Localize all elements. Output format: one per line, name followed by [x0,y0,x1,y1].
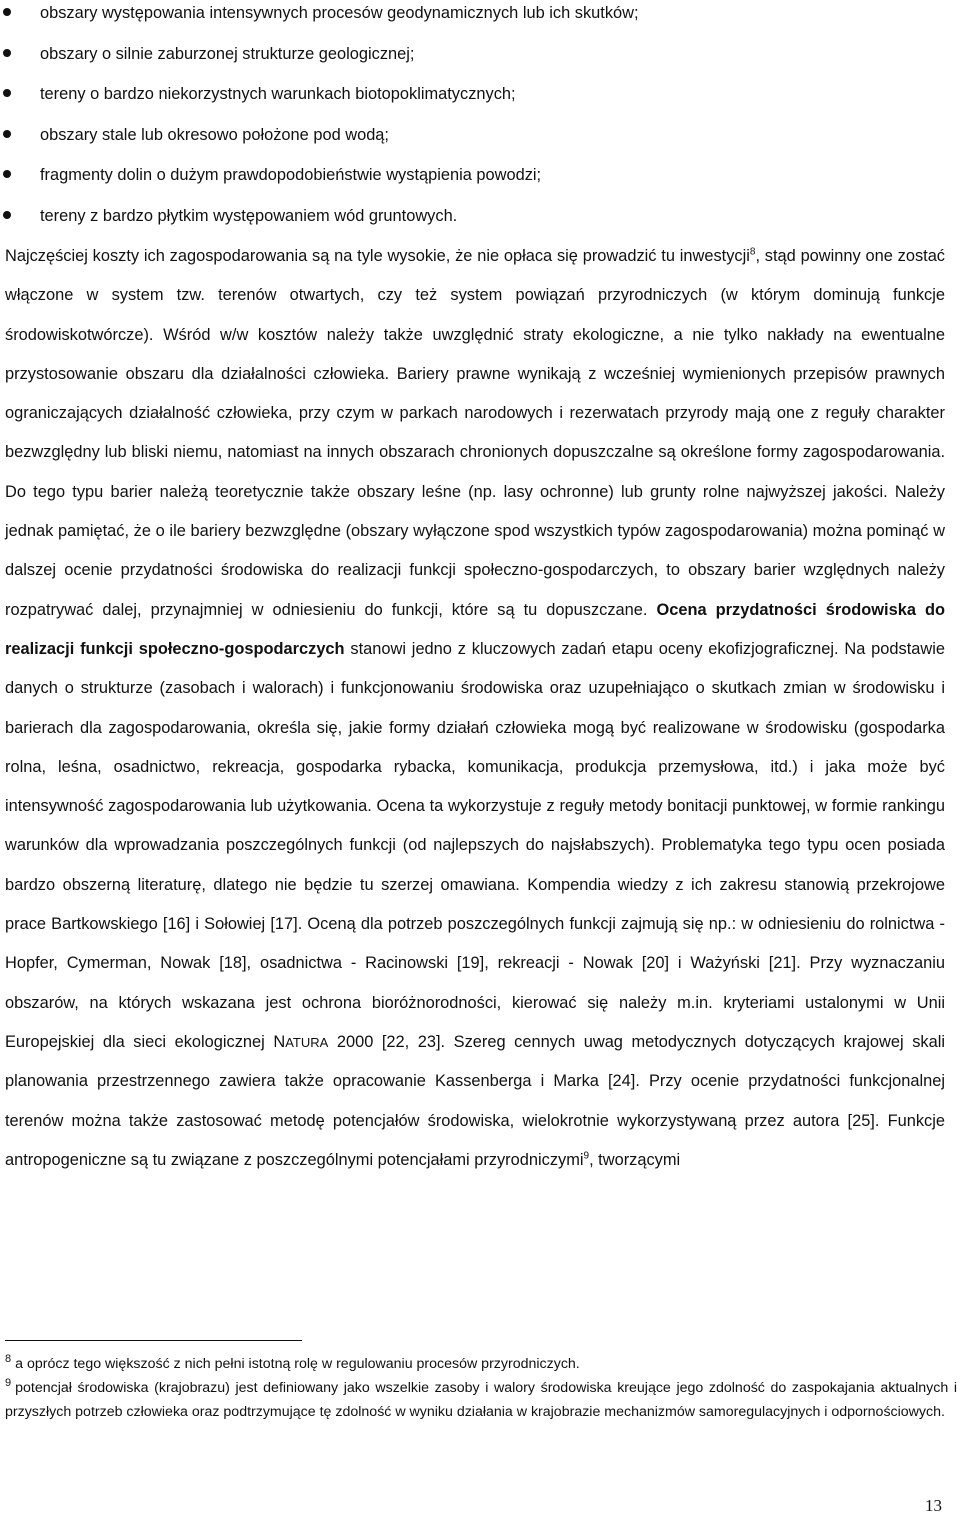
paragraph-text: stanowi jedno z kluczowych zadań etapu oceny ekofizjograficznej. Na podstawie danych o strukturze (zasobach i walorach) i funkcjonowaniu środowiska oraz uzupełniająco o skutkach zmian w środowisku i barierach dla zagospodarowania, określa się, jakie formy działań człowieka mogą być realizowane w środowisku (gospodarka rolna, leśna, osadnictwo, rekreacja, gospodarka rybacka, komunikacja, produkcja przemysłowa, itd.) i jaka może być intensywność zagospodarowania lub użytkowania. Ocena ta wykorzystuje z reguły metody bonitacji punktowej, w formie rankingu warunków dla wprowadzania poszczególnych funkcji (od najlepszych do najsłabszych). Problematyka tego typu ocen posiada bardzo obszerną literaturę, dlatego nie będzie tu szerzej omawiana. Kompendia wiedzy z ich zakresu stanowią przekrojowe prace Bartkowskiego [16] i Sołowiej [17]. Oceną dla potrzeb poszczególnych funkcji zajmują się np.: w odniesieniu do rolnictwa - Hopfer, Cymerman, Nowak [18], osadnictwa - Racinowski [19], rekreacji - Nowak [20] i Ważyński [21]. Przy wyznaczaniu obszarów, na których wskazana jest ochrona bioróżnorodności, kierować się należy m.in. kryteriami ustalonymi w Unii Europejskiej dla sieci ekologicznej [5,639,945,1051]
footnote-text: a oprócz tego większość z nich pełni istotną rolę w regulowaniu procesów przyrodniczych. [15,1356,580,1372]
footnote-number: 8 [5,1353,12,1366]
bullet-icon [3,170,11,178]
paragraph-text: Najczęściej koszty ich zagospodarowania są na tyle wysokie, że nie opłaca się prowadzić tu inwestycji [5,247,750,265]
list-item-text: obszary o silnie zaburzonej strukturze geologicznej; [40,44,415,63]
natura-initial: N [273,1032,286,1051]
list-item-text: tereny o bardzo niekorzystnych warunkach biotopoklimatycznych; [40,85,516,103]
bullet-icon [3,211,11,219]
footnote-separator [5,1340,302,1341]
list-item-text: tereny z bardzo płytkim występowaniem wód gruntowych. [40,206,458,225]
list-item-text: obszary stale lub okresowo położone pod wodą; [40,125,389,144]
footnote [5,1352,957,1376]
paragraph-text: , stąd powinny one zostać włączone w system tzw. terenów otwartych, czy też system powiązań przyrodniczych (w którym dominują funkcje środowiskotwórcze). Wśród w/w kosztów należy także uwzględnić straty ekologiczne, a nie tylko nakłady na ewentualne przystosowanie obszaru dla działalności człowieka. Bariery prawne wynikają z wcześniej wymienionych przepisów prawnych ograniczających działalność człowieka, przy czym w parkach narodowych i rezerwatach przyrody mają one z reguły charakter bezwzględny lub bliski niemu, natomiast na innych obszarach chronionych dopuszczalne są określone formy zagospodarowania. Do tego typu barier należą teoretycznie także obszary leśne (np. lasy ochronne) lub grunty rolne najwyższej jakości. Należy jednak pamiętać, że o ile bariery bezwzględne (obszary wyłączone spod wszystkich typów zagospodarowania) można pominąć w dalszej ocenie przydatności środowiska do realizacji funkcji społeczno-gospodarczych, to obszary barier względnych należy rozpatrywać dalej, przynajmniej w odniesieniu do funkcji, które są tu dopuszczane. [5,247,946,619]
paragraph-text: , tworzącymi [589,1150,681,1169]
bullet-icon [3,49,11,57]
footnotes [5,1352,957,1424]
paragraph-text: 2000 [22, 23]. Szereg cennych uwag metodycznych dotyczących krajowej skali planowania przestrzennego zawiera także opracowanie Kassenberga i Marka [24]. Przy ocenie przydatności funkcjonalnej terenów można także zastosować metodę potencjałów środowiska, wielokrotnie wykorzystywaną przez autora [25]. Funkcje antropogeniczne są tu związane z poszczególnymi potencjałami przyrodniczymi [5,1032,945,1169]
bullet-icon [3,89,11,97]
list-item-text: obszary występowania intensywnych procesów geodynamicznych lub ich skutków; [40,4,639,22]
footnote-text: potencjał środowiska (krajobrazu) jest definiowany jako wszelkie zasoby i walory środowiska kreujące jego zdolność do zaspokajania aktualnych i przyszłych potrzeb człowieka oraz podtrzymujące tę zdolność w wyniku działania w krajobrazie mechanizmów samoregulacyjnych i odpornościowych. [5,1380,957,1420]
list-item [0,41,960,82]
footnote-number: 9 [5,1377,12,1390]
list-item [0,122,960,163]
bullet-icon [3,8,11,16]
bullet-icon [3,130,11,138]
footnote-ref: 8 [749,246,756,258]
body-text [5,237,945,1180]
list-item [0,162,960,203]
bullet-list [0,0,960,243]
list-item-text: fragmenty dolin o dużym prawdopodobieństwie wystąpienia powodzi; [40,166,542,184]
list-item [0,81,960,122]
section-heading: Ocena przydatności środowiska do realizacji funkcji społeczno-gospodarczych [5,600,945,658]
footnote [5,1376,957,1424]
page-number: 13 [925,1496,942,1515]
footnote-ref: 9 [583,1150,590,1162]
natura-smallcaps: ATURA [285,1034,329,1050]
list-item [0,0,960,41]
